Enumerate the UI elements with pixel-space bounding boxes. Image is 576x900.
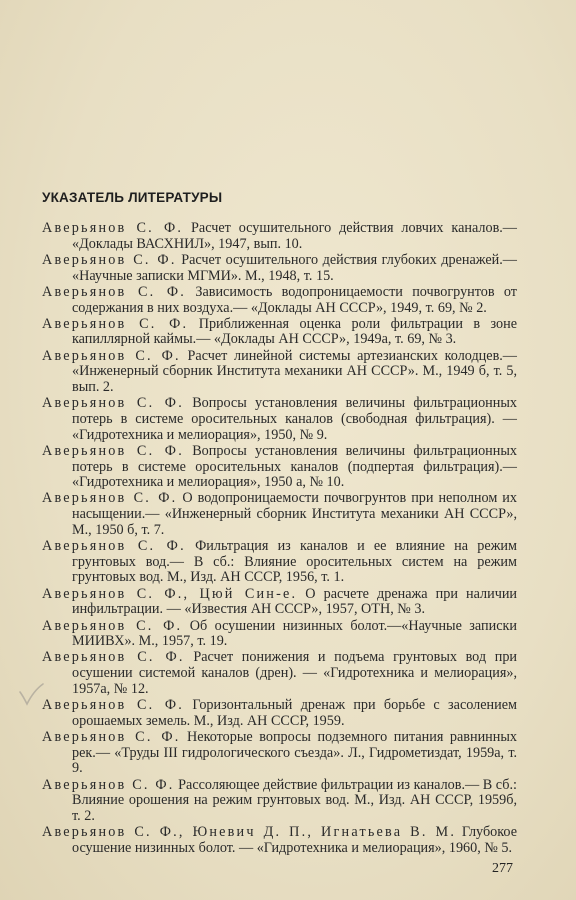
reference-entry [42, 698, 517, 729]
reference-author: Аверьянов С. Ф. [42, 617, 183, 634]
reference-text: Вопросы установления величины фильтрационных потерь в системе оросительных каналов (свободная фильтрация). — «Гидротехника и мелиорация», 1950, № 9. [72, 395, 517, 443]
reference-author: Аверьянов С. Ф. [42, 538, 186, 555]
page-heading: УКАЗАТЕЛЬ ЛИТЕРАТУРЫ [42, 190, 223, 205]
reference-text: Зависимость водопроницаемости почвогрунтов от содержания в них воздуха.— «Доклады АН СССР», 1949, т. 69, № 2. [72, 283, 517, 316]
reference-text: О расчете дренажа при наличии инфильтрации. — «Известия АН СССР», 1957, ОТН, № 3. [72, 585, 518, 618]
reference-text: Вопросы установления величины фильтрационных потерь в системе оросительных каналов (подпертая фильтрация).— «Гидротехника и мелиорация», 1950 а, № 10. [72, 442, 517, 491]
reference-text: Некоторые вопросы подземного питания равнинных рек.— «Труды III гидрологического съезда». Л., Гидрометиздат, 1959а, т. 9. [72, 729, 517, 777]
reference-author: Аверьянов С. Ф. [42, 220, 184, 236]
reference-entry [42, 539, 517, 586]
reference-text: Расчет линейной системы артезианских колодцев.— «Инженерный сборник Института механики АН СССР». М., 1949 б, т. 5, вып. 2. [72, 347, 517, 396]
page-number: 277 [492, 861, 513, 876]
reference-text: Расчет осушительного действия ловчих каналов.— «Доклады ВАСХНИЛ», 1947, вып. 10. [72, 220, 517, 252]
reference-entry [42, 349, 517, 396]
reference-author: Аверьянов С. Ф. [42, 649, 185, 666]
reference-text: Глубокое осушение низинных болот. — «Гидротехника и мелиорация», 1960, № 5. [72, 824, 517, 856]
reference-text: Приближенная оценка роли фильтрации в зоне капиллярной каймы.— «Доклады АН СССР», 1949а, т. 69, № 3. [72, 315, 517, 348]
reference-text: О водопроницаемости почвогрунтов при неполном их насыщении.— «Инженерный сборник Института механики АН СССР», М., 1950 б, т. 7. [72, 490, 517, 538]
reference-author: Аверьянов С. Ф. [42, 395, 184, 412]
reference-entry [42, 444, 517, 491]
reference-author: Аверьянов С. Ф., Цюй Син-е. [42, 585, 298, 602]
reference-author: Аверьянов С. Ф. [42, 729, 181, 745]
reference-text: Расчет понижения и подъема грунтовых вод при осушении системой каналов (дрен). — «Гидротехника и мелиорация», 1957а, № 12. [72, 649, 518, 697]
reference-entry [42, 221, 517, 252]
reference-author: Аверьянов С. Ф. [42, 347, 181, 364]
reference-author: Аверьянов С. Ф. [42, 490, 178, 507]
reference-text: Расчет осушительного действия глубоких дренажей.— «Научные записки МГМИ». М., 1948, т. 15. [72, 251, 517, 284]
reference-list [42, 221, 517, 857]
reference-text: Фильтрация из каналов и ее влияние на режим грунтовых вод.— В сб.: Влияние оросительных систем на режим грунтовых вод. М., Изд. АН СССР, 1956, т. 1. [72, 538, 517, 586]
reference-entry [42, 491, 517, 538]
reference-entry [42, 619, 517, 650]
reference-text: Рассоляющее действие фильтрации из каналов.— В сб.: Влияние орошения на режим грунтовых вод. М., Изд. АН СССР, 1959б, т. 2. [72, 776, 517, 825]
reference-text: Об осушении низинных болот.—«Научные записки МИИВХ». М., 1957, т. 19. [72, 617, 517, 650]
reference-text: Горизонтальный дренаж при борьбе с засолением орошаемых земель. М., Изд. АН СССР, 1959. [72, 697, 517, 729]
reference-author: Аверьянов С. Ф. [42, 776, 175, 793]
reference-entry [42, 730, 517, 777]
pencil-check-mark [17, 682, 45, 706]
reference-entry [42, 825, 517, 856]
reference-entry [42, 778, 517, 825]
reference-author: Аверьянов С. Ф. [42, 697, 185, 714]
reference-author: Аверьянов С. Ф. [42, 442, 184, 459]
reference-entry [42, 587, 517, 618]
reference-entry [42, 396, 517, 443]
reference-entry [42, 285, 517, 316]
reference-entry [42, 253, 517, 284]
reference-author: Аверьянов С. Ф. [42, 251, 177, 268]
reference-author: Аверьянов С. Ф. [42, 283, 187, 300]
reference-entry [42, 317, 517, 348]
reference-entry [42, 650, 517, 697]
reference-author: Аверьянов С. Ф., Юневич Д. П., Игнатьева В. М. [42, 824, 457, 841]
reference-author: Аверьянов С. Ф. [42, 315, 189, 332]
